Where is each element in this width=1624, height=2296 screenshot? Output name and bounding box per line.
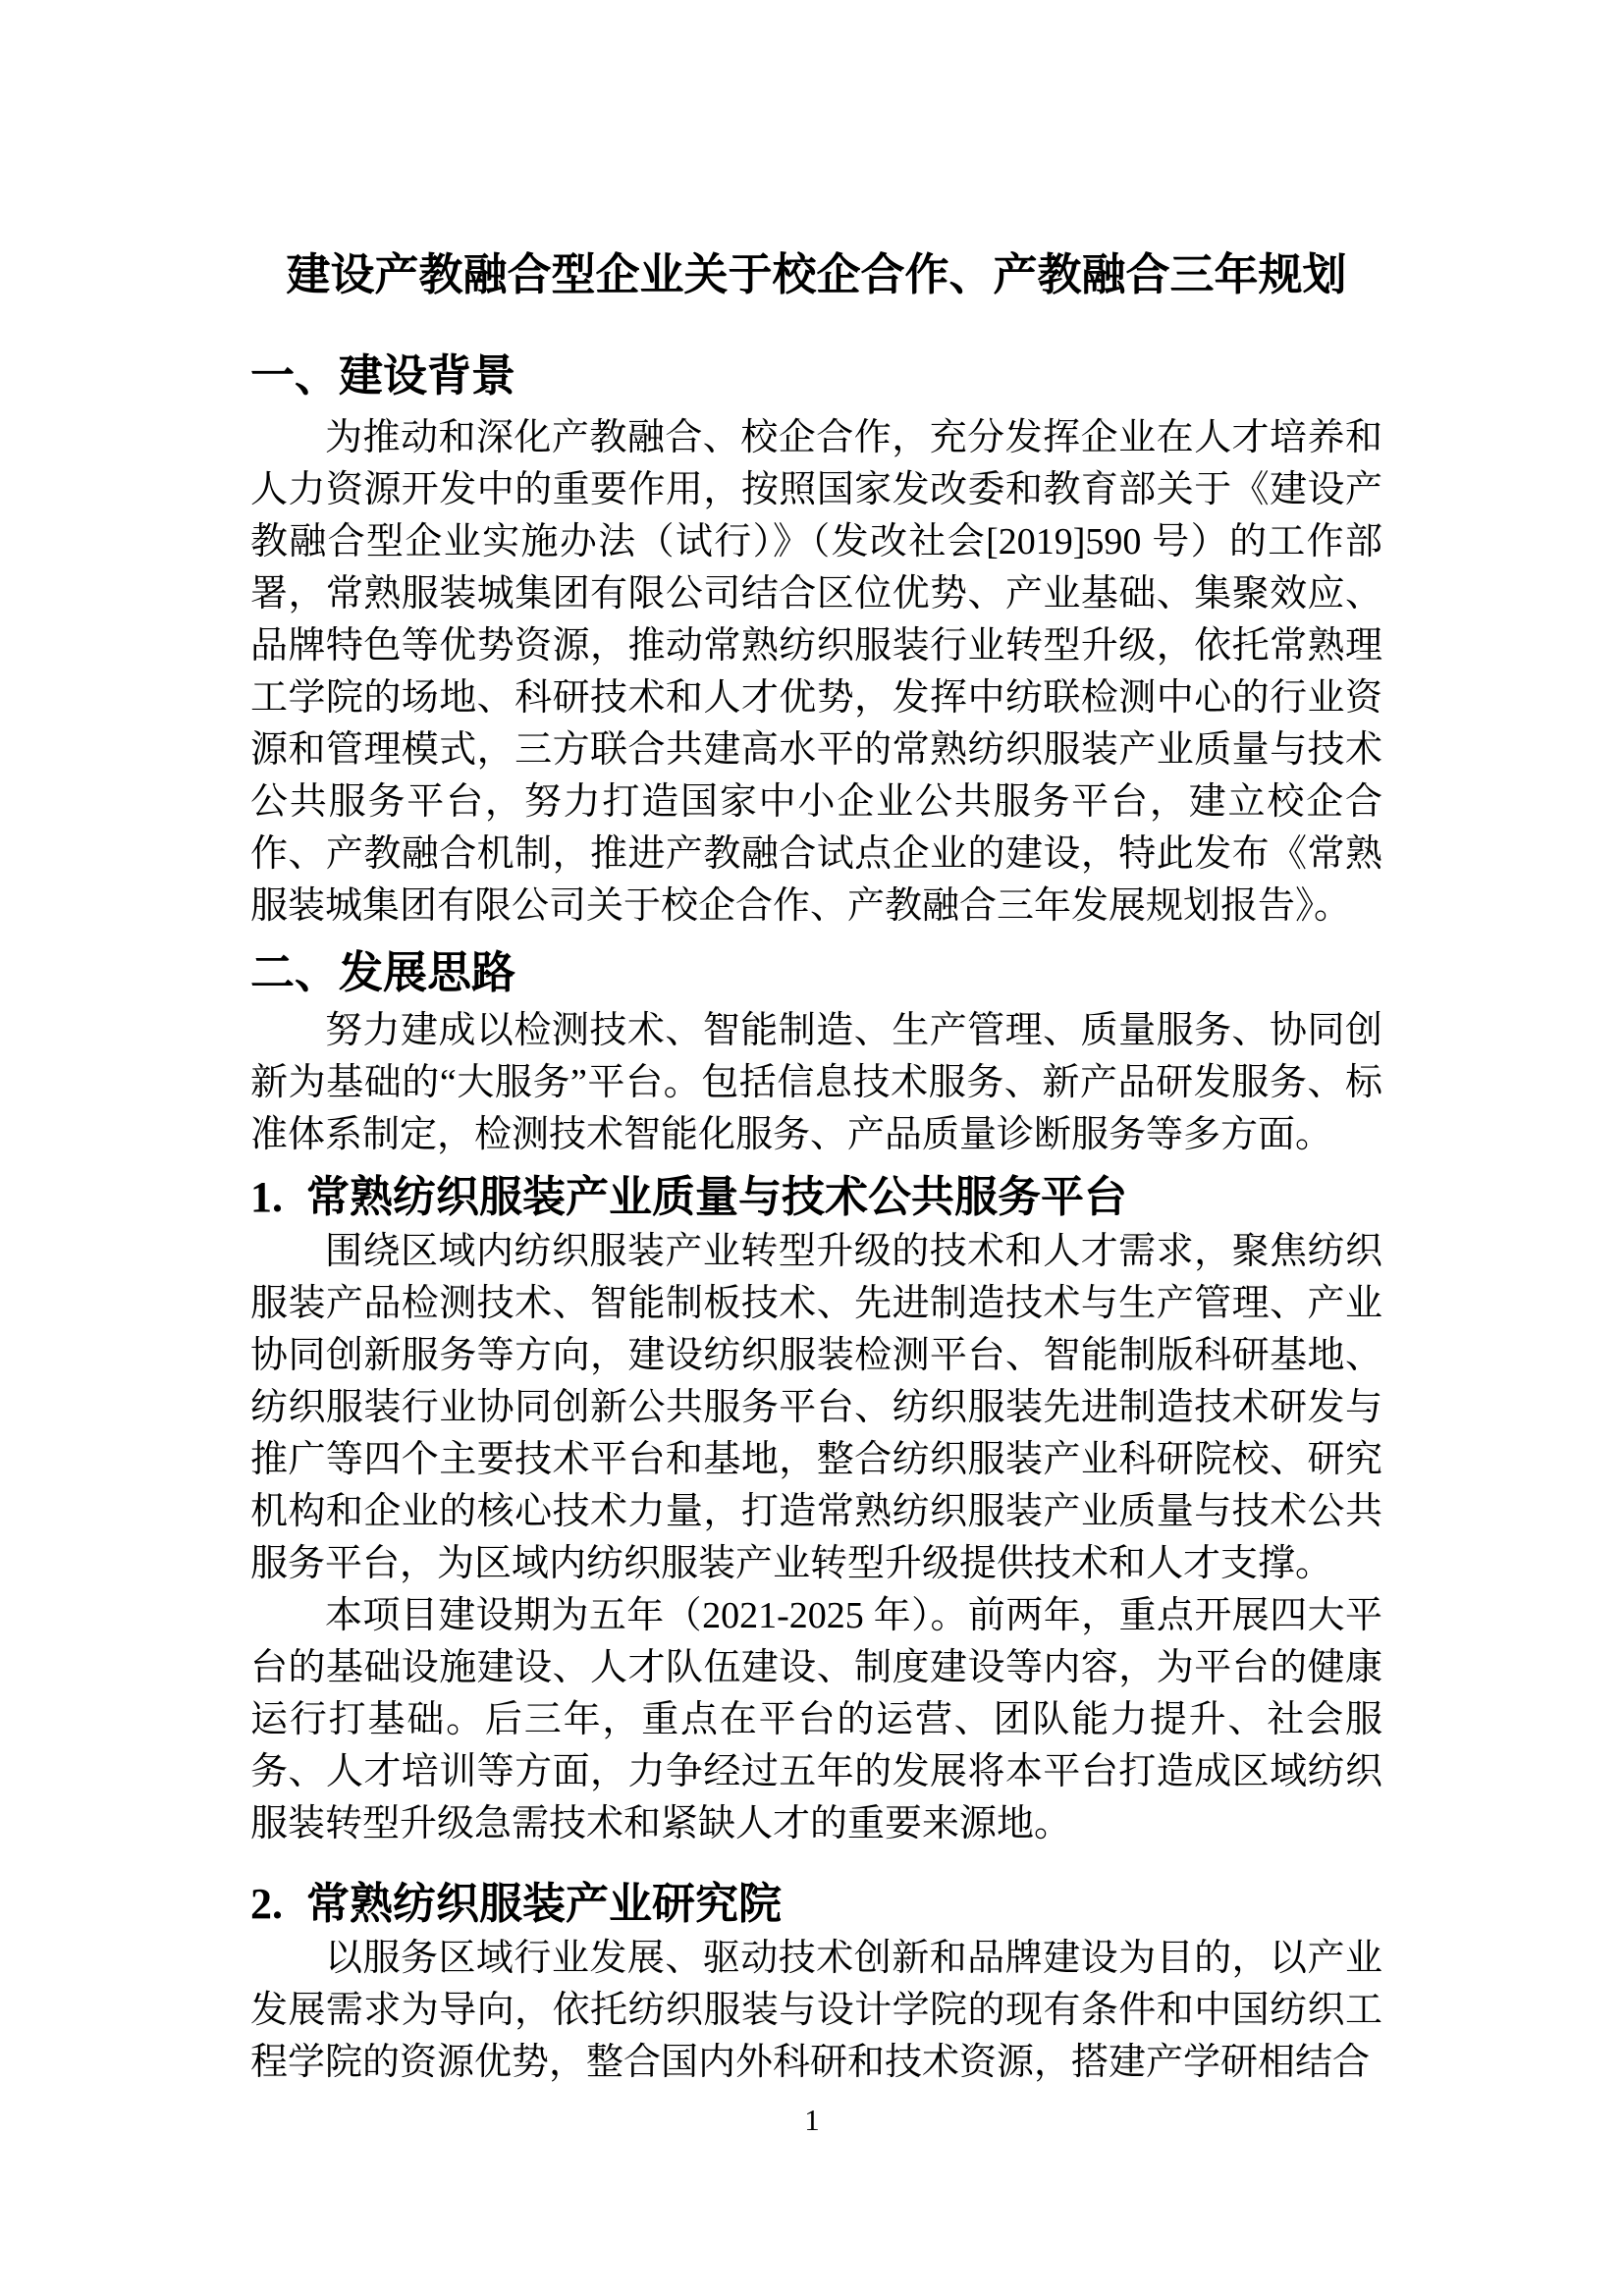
paragraph-research-institute-1: 以服务区域行业发展、驱动技术创新和品牌建设为目的，以产业发展需求为导向，依托纺织服装与设计学院的现有条件和中国纺织工程学院的资源优势，整合国内外科研和技术资源，搭建产学研相结合 <box>250 1938 1382 2083</box>
paragraph-development-approach-intro: 努力建成以检测技术、智能制造、生产管理、质量服务、协同创新为基础的“大服务”平台。包括信息技术服务、新产品研发服务、标准体系制定，检测技术智能化服务、产品质量诊断服务等多方面。 <box>250 1010 1382 1155</box>
subsection-1-title: 常熟纺织服装产业质量与技术公共服务平台 <box>306 1173 1127 1221</box>
section-heading-construction-background: 一、建设背景 <box>250 350 516 400</box>
page-number: 1 <box>804 2103 820 2137</box>
subsection-2-number: 2. <box>250 1880 283 1928</box>
paragraph-service-platform-2: 本项目建设期为五年（2021-2025 年）。前两年，重点开展四大平台的基础设施建设、人才队伍建设、制度建设等内容，为平台的健康运行打基础。后三年，重点在平台的运营、团队能力提升、社会服务、人才培训等方面，力争经过五年的发展将本平台打造成区域纺织服装转型升级急需技术和紧缺人才的重要来源地。 <box>250 1595 1382 1844</box>
subsection-heading-research-institute <box>250 1876 1382 1933</box>
subsection-1-number: 1. <box>250 1173 283 1221</box>
subsection-2-title: 常熟纺织服装产业研究院 <box>306 1880 782 1928</box>
subsection-heading-service-platform <box>250 1169 1382 1226</box>
document-title: 建设产教融合型企业关于校企合作、产教融合三年规划 <box>286 249 1347 299</box>
section-heading-development-approach: 二、发展思路 <box>250 947 516 997</box>
document-content <box>250 0 1382 2089</box>
paragraph-service-platform-1: 围绕区域内纺织服装产业转型升级的技术和人才需求，聚焦纺织服装产品检测技术、智能制板技术、先进制造技术与生产管理、产业协同创新服务等方向，建设纺织服装检测平台、智能制版科研基地、纺织服装行业协同创新公共服务平台、纺织服装先进制造技术研发与推广等四个主要技术平台和基地，整合纺织服装产业科研院校、研究机构和企业的核心技术力量，打造常熟纺织服装产业质量与技术公共服务平台，为区域内纺织服装产业转型升级提供技术和人才支撑。 <box>250 1231 1382 1584</box>
paragraph-construction-background: 为推动和深化产教融合、校企合作，充分发挥企业在人才培养和人力资源开发中的重要作用，按照国家发改委和教育部关于《建设产教融合型企业实施办法（试行）》（发改社会[2019]590 号）的工作部署，常熟服装城集团有限公司结合区位优势、产业基础、集聚效应、品牌特色等优势资源，推动常熟纺织服装行业转型升级，依托常熟理工学院的场地、科研技术和人才优势，发挥中纺联检测中心的行业资源和管理模式，三方联合共建高水平的常熟纺织服装产业质量与技术公共服务平台，努力打造国家中小企业公共服务平台，建立校企合作、产教融合机制，推进产教融合试点企业的建设，特此发布《常熟服装城集团有限公司关于校企合作、产教融合三年发展规划报告》。 <box>250 417 1382 927</box>
